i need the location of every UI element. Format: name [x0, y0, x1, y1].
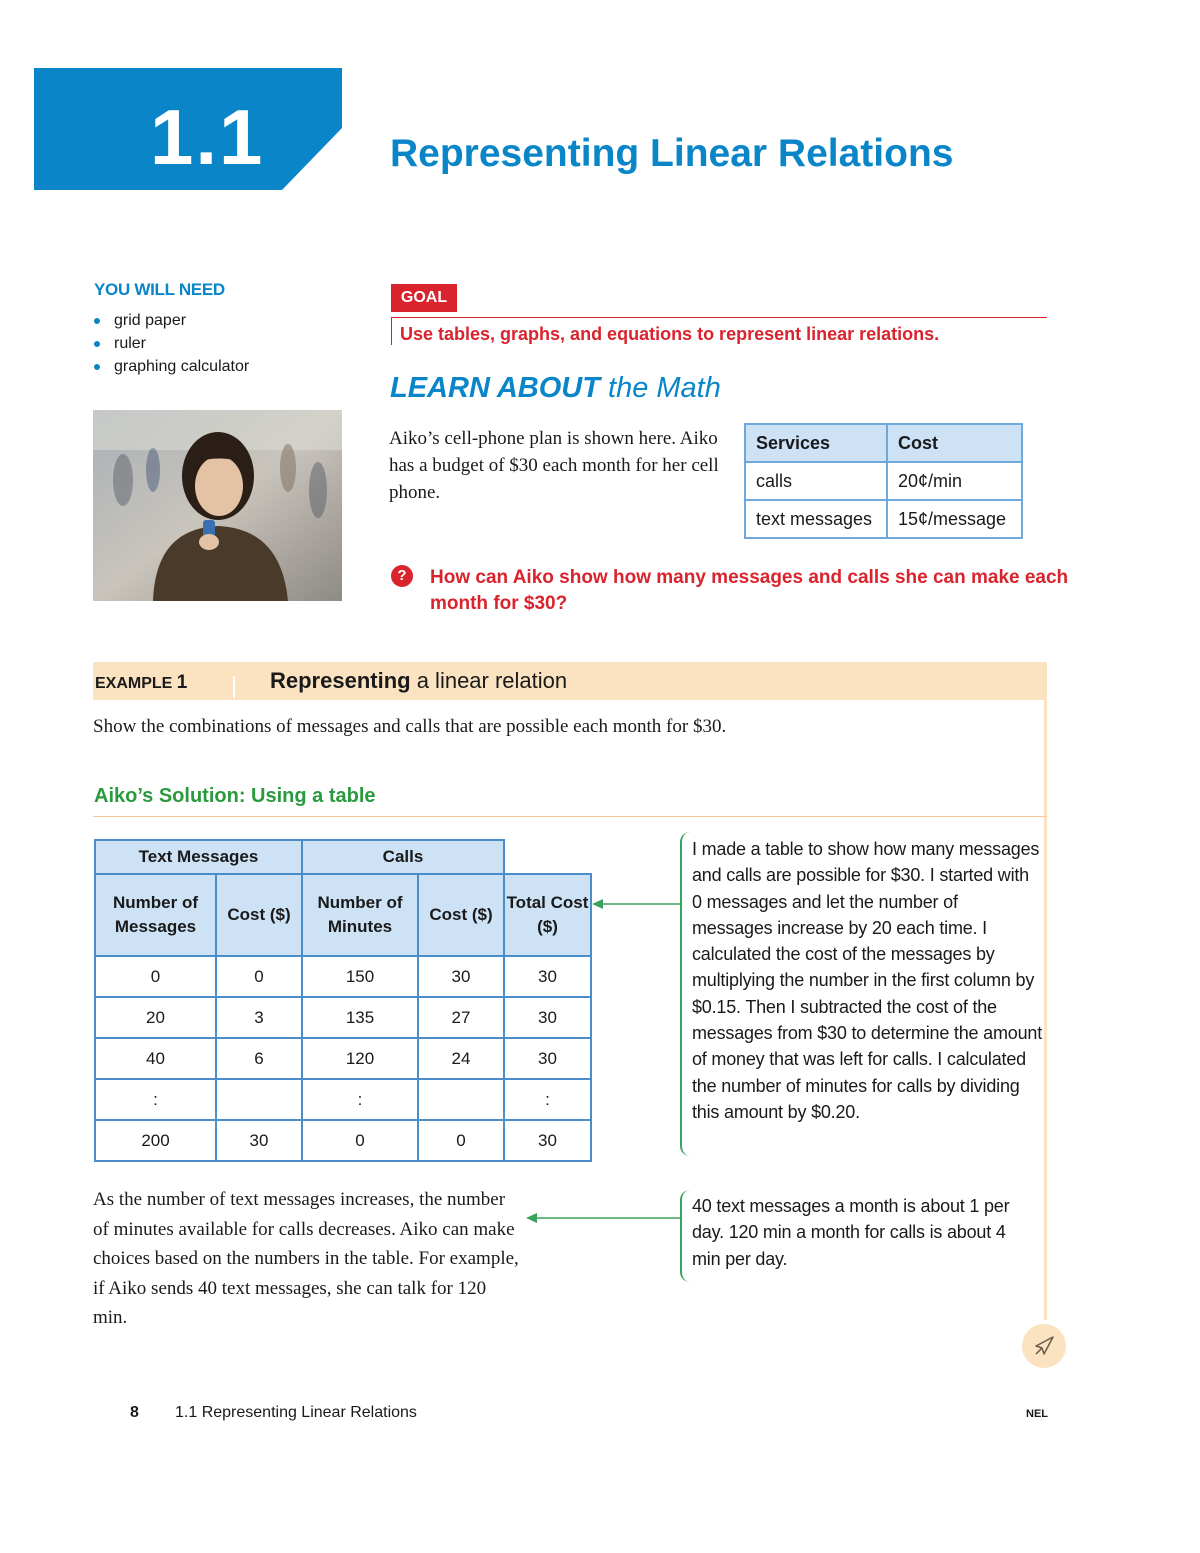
learn-about-title	[390, 372, 721, 405]
table-row	[745, 500, 1022, 538]
table-cell: 15¢/message	[887, 500, 1022, 538]
table-header: Services	[745, 424, 887, 462]
girl-with-phone-photo	[93, 410, 342, 601]
table-empty-cell	[504, 840, 591, 874]
bullet-icon	[94, 364, 100, 370]
table-cell: 30	[418, 956, 504, 997]
publisher-mark: NEL	[1026, 1408, 1048, 1420]
cursor-arrow-icon[interactable]	[1022, 1324, 1066, 1368]
table-row	[95, 956, 591, 997]
table-cell: 30	[504, 1120, 591, 1161]
table-cell: 40	[95, 1038, 216, 1079]
footer-title: 1.1 Representing Linear Relations	[175, 1404, 417, 1421]
list-item-label: ruler	[114, 335, 147, 352]
example-separator	[233, 676, 235, 698]
example-side-rule	[1044, 700, 1047, 1320]
learn-about-rest: the Math	[599, 372, 721, 404]
section-number: 1.1	[150, 93, 265, 181]
table-cell: 0	[302, 1120, 418, 1161]
conclusion-paragraph: As the number of text messages increases, the number of minutes available for calls decreases. Aiko can make choices based on the numbers in the table. For example, if Aiko sends 40 text messages, she can talk for 120 min.	[93, 1189, 519, 1328]
you-will-need-list	[94, 309, 249, 378]
solution-title: Aiko’s Solution: Using a table	[94, 785, 376, 807]
table-cell: 24	[418, 1038, 504, 1079]
table-cell: 20	[95, 997, 216, 1038]
table-row	[95, 1038, 591, 1079]
table-header-row	[745, 424, 1022, 462]
table-row	[95, 997, 591, 1038]
you-will-need-title: YOU WILL NEED	[94, 280, 225, 299]
table-cell: 30	[216, 1120, 302, 1161]
goal-tag: GOAL	[391, 284, 457, 312]
side-note: I made a table to show how many messages and calls are possible for $30. I started with 0 messages and let the number of messages increase by 20 each time. I calculated the cost of the messages by multiplying the number in the first column by $0.15. Then I subtracted the cost of the messages from $30 to determine the amount of money that was left for calls. I calculated the number of minutes for calls by dividing this amount by $0.20.	[692, 839, 1042, 1122]
example-header-bar	[93, 662, 1047, 700]
table-row	[745, 462, 1022, 500]
note-bracket	[680, 1190, 692, 1282]
table-cell: text messages	[745, 500, 887, 538]
question-text: How can Aiko show how many messages and calls she can make each month for $30?	[430, 567, 1069, 614]
table-header: Total Cost ($)	[504, 874, 591, 956]
table-cell: 0	[216, 956, 302, 997]
bullet-icon	[94, 341, 100, 347]
table-row	[95, 1079, 591, 1120]
example-label	[95, 672, 187, 694]
table-group-header: Calls	[302, 840, 504, 874]
table-cell: :	[504, 1079, 591, 1120]
table-cell: 135	[302, 997, 418, 1038]
note-bracket	[680, 832, 692, 1156]
table-cell: 30	[504, 997, 591, 1038]
table-group-header-row	[95, 840, 591, 874]
list-item	[94, 332, 249, 355]
table-row	[95, 1120, 591, 1161]
example-title-bold: Representing	[270, 668, 411, 693]
table-cell: :	[302, 1079, 418, 1120]
table-header: Number of Minutes	[302, 874, 418, 956]
goal-text: Use tables, graphs, and equations to represent linear relations.	[400, 324, 940, 344]
table-cell: 30	[504, 1038, 591, 1079]
table-cell: :	[95, 1079, 216, 1120]
table-header: Number of Messages	[95, 874, 216, 956]
table-cell: calls	[745, 462, 887, 500]
table-cell: 3	[216, 997, 302, 1038]
example-title-rest: a linear relation	[410, 668, 568, 693]
page-title: Representing Linear Relations	[390, 132, 954, 175]
table-cell: 150	[302, 956, 418, 997]
services-table	[744, 423, 1023, 539]
arrow-left-icon	[526, 1212, 680, 1224]
goal-divider	[391, 317, 1047, 318]
table-cell	[216, 1079, 302, 1120]
arrow-left-icon	[592, 898, 680, 910]
table-cell: 0	[418, 1120, 504, 1161]
messages-calls-table	[94, 839, 592, 1162]
example-label-text: EXAMPLE	[95, 675, 173, 692]
table-cell: 0	[95, 956, 216, 997]
table-cell	[418, 1079, 504, 1120]
solution-divider	[93, 816, 1047, 817]
list-item	[94, 355, 249, 378]
table-header: Cost ($)	[216, 874, 302, 956]
example-title	[270, 668, 567, 694]
table-cell: 27	[418, 997, 504, 1038]
example-prompt: Show the combinations of messages and calls that are possible each month for $30.	[93, 716, 727, 737]
intro-paragraph: Aiko’s cell-phone plan is shown here. Aiko has a budget of $30 each month for her cell phone.	[389, 428, 719, 503]
table-cell: 20¢/min	[887, 462, 1022, 500]
learn-about-bold: LEARN ABOUT	[390, 372, 600, 404]
table-cell: 200	[95, 1120, 216, 1161]
table-cell: 30	[504, 956, 591, 997]
question-icon: ?	[391, 565, 413, 587]
table-header: Cost ($)	[418, 874, 504, 956]
list-item	[94, 309, 249, 332]
goal-marker	[391, 318, 392, 345]
page-number: 8	[130, 1404, 139, 1421]
bullet-icon	[94, 318, 100, 324]
list-item-label: grid paper	[114, 312, 187, 329]
table-cell: 120	[302, 1038, 418, 1079]
table-group-header: Text Messages	[95, 840, 302, 874]
example-number: 1	[176, 672, 188, 693]
list-item-label: graphing calculator	[114, 358, 250, 375]
table-cell: 6	[216, 1038, 302, 1079]
side-note: 40 text messages a month is about 1 per day. 120 min a month for calls is about 4 min per day.	[692, 1196, 1010, 1269]
table-header-row	[95, 874, 591, 956]
table-header: Cost	[887, 424, 1022, 462]
